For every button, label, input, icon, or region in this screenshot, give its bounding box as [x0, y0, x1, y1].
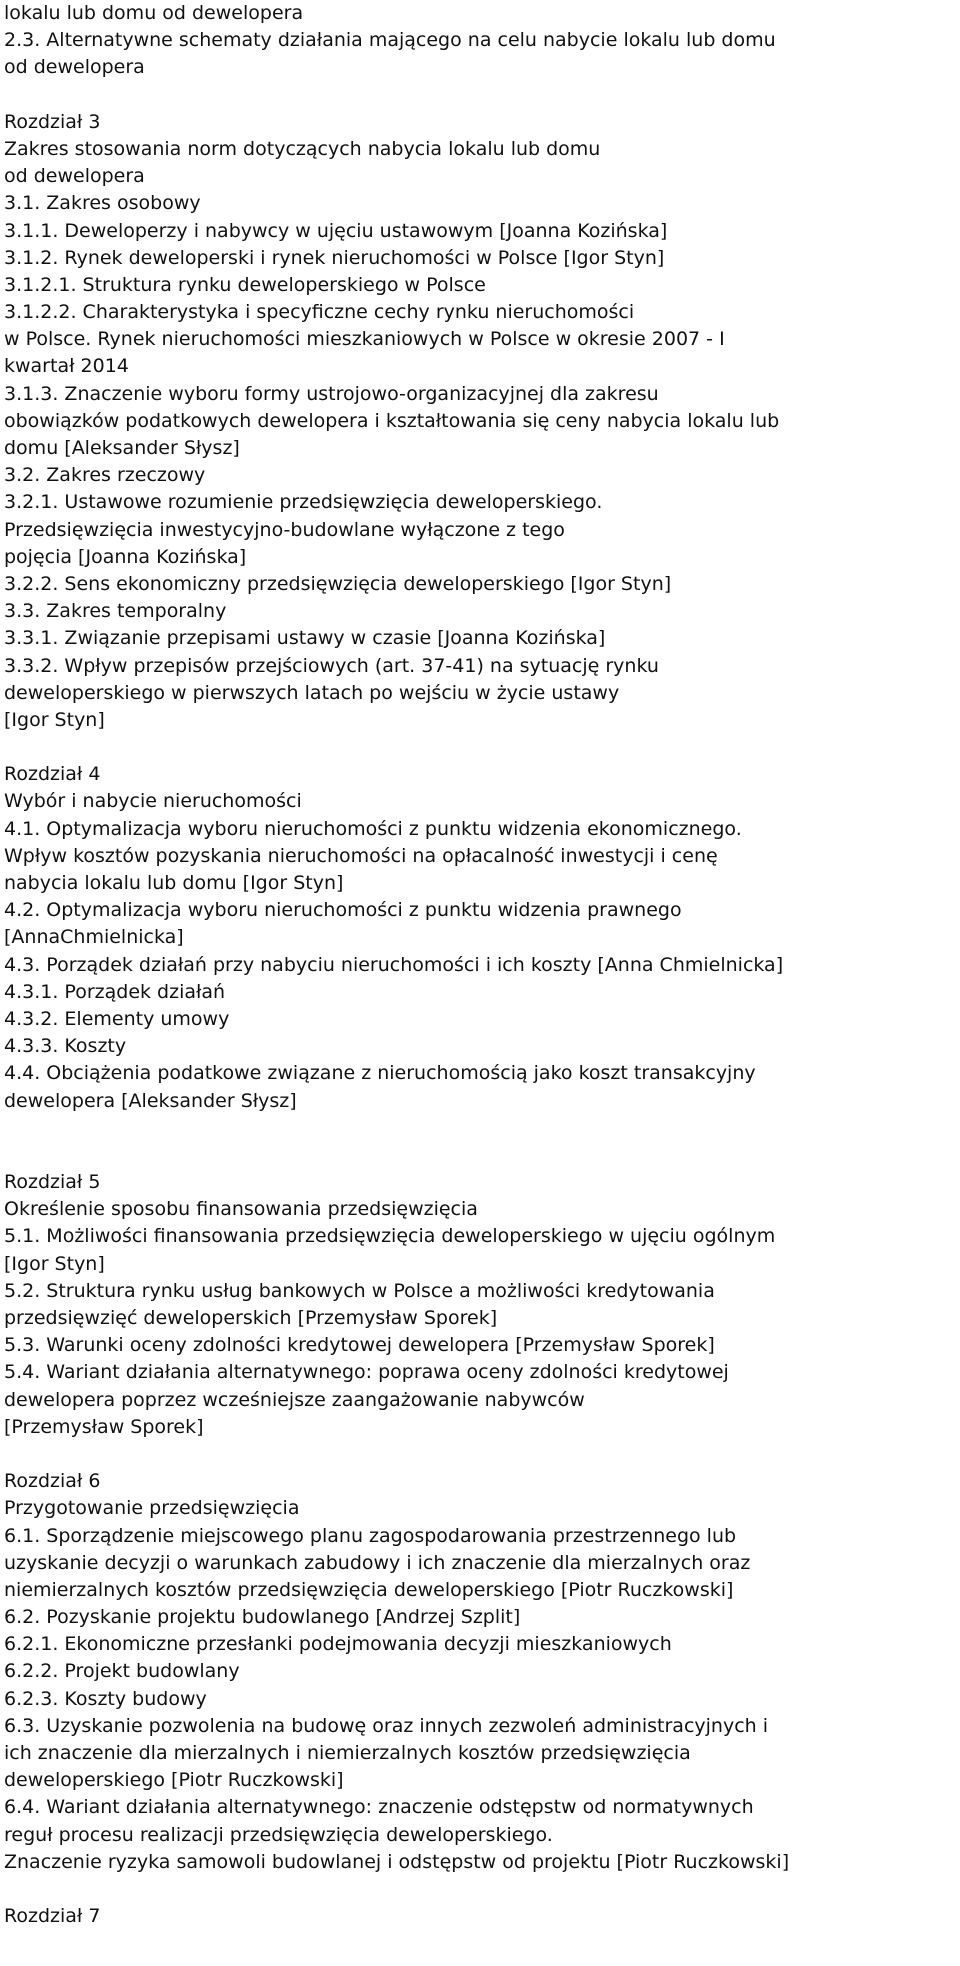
text-line: 4.3.3. Koszty	[4, 1035, 127, 1058]
text-line: 6.4. Wariant działania alternatywnego: znaczenie odstępstw od normatywnych	[4, 1796, 754, 1819]
text-line: deweloperskiego [Piotr Ruczkowski]	[4, 1769, 344, 1792]
text-line: 5.2. Struktura rynku usług bankowych w Polsce a możliwości kredytowania	[4, 1279, 715, 1302]
text-line: kwartał 2014	[4, 355, 129, 378]
text-line: 6.2. Pozyskanie projektu budowlanego [Andrzej Szplit]	[4, 1606, 521, 1629]
text-line: uzyskanie decyzji o warunkach zabudowy i ich znaczenie dla mierzalnych oraz	[4, 1551, 751, 1574]
blank-line	[4, 1115, 954, 1142]
text-line: 3.1.2.2. Charakterystyka i specyficzne cechy rynku nieruchomości	[4, 301, 635, 324]
text-line: niemierzalnych kosztów przedsięwzięcia deweloperskiego [Piotr Ruczkowski]	[4, 1578, 734, 1601]
text-line: Wpływ kosztów pozyskania nieruchomości na opłacalność inwestycji i cenę	[4, 844, 718, 867]
blank-line	[4, 82, 954, 109]
text-line: [Igor Styn]	[4, 1252, 105, 1275]
text-line: 4.3.1. Porządek działań	[4, 980, 226, 1003]
text-line: 6.2.3. Koszty budowy	[4, 1687, 207, 1710]
text-line: 3.1.1. Deweloperzy i nabywcy w ujęciu ustawowym [Joanna Kozińska]	[4, 219, 668, 242]
text-line: Określenie sposobu finansowania przedsięwzięcia	[4, 1198, 478, 1221]
text-line: [AnnaChmielnicka]	[4, 926, 184, 949]
text-line: 3.3. Zakres temporalny	[4, 600, 227, 623]
text-line: Rozdział 6	[4, 1470, 101, 1493]
text-line: 4.3. Porządek działań przy nabyciu nieruchomości i ich koszty [Anna Chmielnicka]	[4, 953, 784, 976]
text-line: Przygotowanie przedsięwzięcia	[4, 1497, 300, 1520]
text-line: w Polsce. Rynek nieruchomości mieszkaniowych w Polsce w okresie 2007 - I	[4, 328, 725, 351]
text-line: 3.1. Zakres osobowy	[4, 192, 201, 215]
blank-line	[4, 1142, 954, 1169]
blank-line	[4, 1441, 954, 1468]
text-line: Przedsięwzięcia inwestycyjno-budowlane wyłączone z tego	[4, 518, 565, 541]
text-line: 5.1. Możliwości finansowania przedsięwzięcia deweloperskiego w ujęciu ogólnym	[4, 1225, 776, 1248]
text-line: 6.2.2. Projekt budowlany	[4, 1660, 240, 1683]
text-line: 2.3. Alternatywne schematy działania mającego na celu nabycie lokalu lub domu	[4, 29, 776, 52]
text-line: 5.4. Wariant działania alternatywnego: poprawa oceny zdolności kredytowej	[4, 1361, 729, 1384]
text-line: od dewelopera	[4, 56, 145, 79]
text-line: lokalu lub domu od dewelopera	[4, 2, 304, 24]
text-line: 3.1.2. Rynek deweloperski i rynek nieruchomości w Polsce [Igor Styn]	[4, 246, 665, 269]
text-line: Rozdział 3	[4, 110, 101, 133]
text-line: obowiązków podatkowych dewelopera i kształtowania się ceny nabycia lokalu lub	[4, 409, 780, 432]
text-line: 6.2.1. Ekonomiczne przesłanki podejmowania decyzji mieszkaniowych	[4, 1633, 672, 1656]
text-line: 4.3.2. Elementy umowy	[4, 1007, 230, 1030]
text-line: 6.1. Sporządzenie miejscowego planu zagospodarowania przestrzennego lub	[4, 1524, 737, 1547]
text-line: przedsięwzięć deweloperskich [Przemysław Sporek]	[4, 1307, 498, 1329]
text-line: 5.3. Warunki oceny zdolności kredytowej dewelopera [Przemysław Sporek]	[4, 1334, 715, 1357]
text-line: 3.2. Zakres rzeczowy	[4, 464, 206, 487]
text-line: 4.1. Optymalizacja wyboru nieruchomości z punktu widzenia ekonomicznego.	[4, 817, 742, 840]
text-line: dewelopera poprzez wcześniejsze zaangażowanie nabywców	[4, 1388, 585, 1411]
document-text	[4, 0, 954, 1930]
text-line: domu [Aleksander Słysz]	[4, 437, 240, 459]
text-line: Rozdział 4	[4, 763, 101, 786]
blank-line	[4, 1876, 954, 1903]
text-line: [Przemysław Sporek]	[4, 1415, 204, 1438]
text-line: 3.2.2. Sens ekonomiczny przedsięwzięcia deweloperskiego [Igor Styn]	[4, 572, 672, 595]
text-line: [Igor Styn]	[4, 708, 105, 731]
text-line: Rozdział 7	[4, 1905, 101, 1928]
text-line: Rozdział 5	[4, 1171, 101, 1194]
blank-line	[4, 734, 954, 761]
text-line: pojęcia [Joanna Kozińska]	[4, 545, 247, 568]
text-line: 3.1.3. Znaczenie wyboru formy ustrojowo-organizacyjnej dla zakresu	[4, 382, 659, 405]
text-line: 4.2. Optymalizacja wyboru nieruchomości z punktu widzenia prawnego	[4, 899, 682, 922]
text-line: 4.4. Obciążenia podatkowe związane z nieruchomością jako koszt transakcyjny	[4, 1062, 756, 1085]
text-line: 3.3.1. Związanie przepisami ustawy w czasie [Joanna Kozińska]	[4, 627, 606, 650]
text-line: ich znaczenie dla mierzalnych i niemierzalnych kosztów przedsięwzięcia	[4, 1742, 691, 1764]
text-line: nabycia lokalu lub domu [Igor Styn]	[4, 872, 344, 894]
text-line: od dewelopera	[4, 165, 145, 188]
text-line: 6.3. Uzyskanie pozwolenia na budowę oraz innych zezwoleń administracyjnych i	[4, 1714, 769, 1737]
text-line: 3.2.1. Ustawowe rozumienie przedsięwzięcia deweloperskiego.	[4, 491, 603, 514]
text-line: Wybór i nabycie nieruchomości	[4, 790, 302, 813]
text-line: Zakres stosowania norm dotyczących nabycia lokalu lub domu	[4, 137, 601, 160]
text-line: dewelopera [Aleksander Słysz]	[4, 1089, 297, 1112]
text-line: reguł procesu realizacji przedsięwzięcia deweloperskiego.	[4, 1823, 553, 1846]
text-line: Znaczenie ryzyka samowoli budowlanej i odstępstw od projektu [Piotr Ruczkowski]	[4, 1850, 790, 1873]
text-line: deweloperskiego w pierwszych latach po wejściu w życie ustawy	[4, 681, 620, 704]
text-line: 3.1.2.1. Struktura rynku deweloperskiego w Polsce	[4, 273, 486, 296]
text-line: 3.3.2. Wpływ przepisów przejściowych (art. 37-41) na sytuację rynku	[4, 654, 659, 677]
